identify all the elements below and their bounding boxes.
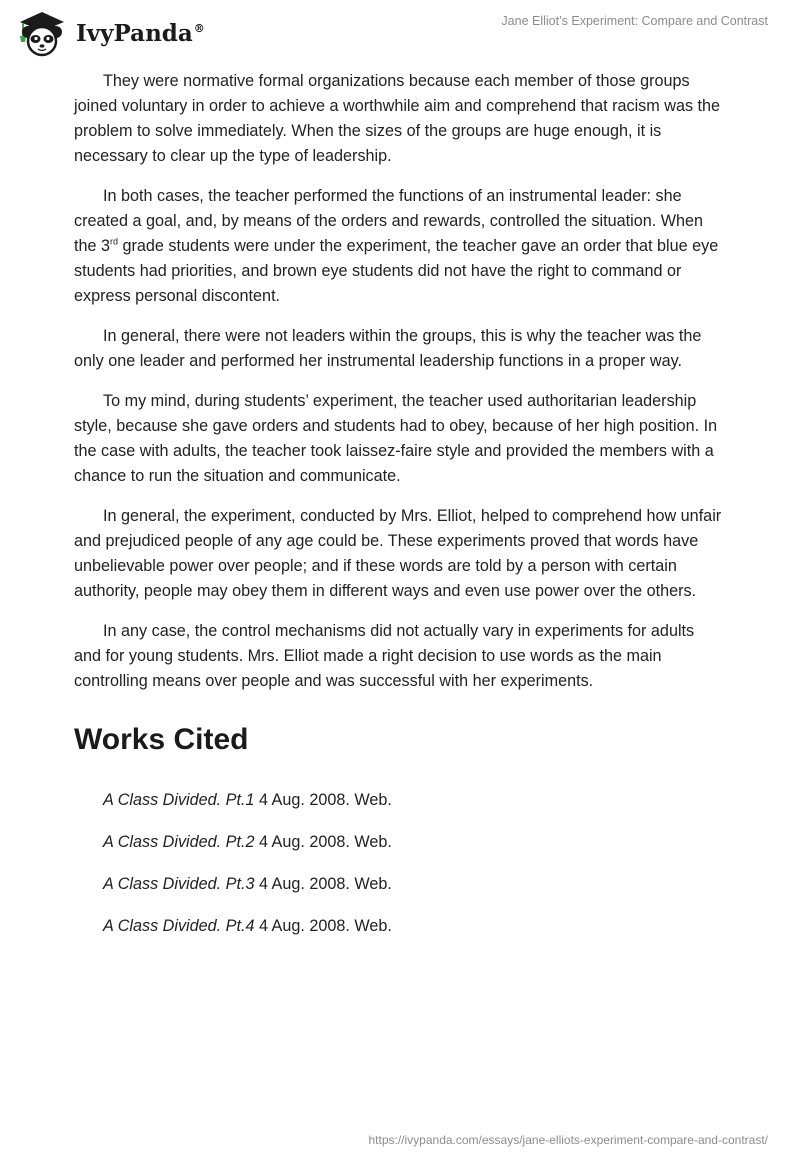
citation-item: A Class Divided. Pt.2 4 Aug. 2008. Web.: [103, 833, 392, 851]
paragraph-4: To my mind, during students’ experiment, the teacher used authoritarian leadership style, because she gave orders and students had to obey, because of her high position. In the case with adults, the teacher took laissez-faire style and provided the members with a chance to run the situation and communicate.: [74, 392, 718, 485]
ordinal-superscript: rd: [110, 236, 119, 247]
paragraph-5: In general, the experiment, conducted by Mrs. Elliot, helped to comprehend how unfair and prejudiced people of any age could be. These experiments proved that words have unbelievable power over people; and if these words are told by a person with certain authority, people may obey them in different ways and even use power over the others.: [74, 507, 722, 600]
ivypanda-logo[interactable]: [14, 9, 205, 57]
logo-wordmark: IvyPanda®: [76, 19, 205, 47]
paragraph-1: They were normative formal organizations because each member of those groups joined voluntary in order to achieve a worthwhile aim and comprehend that racism was the problem to solve immediately. When the sizes of the groups are huge enough, it is necessary to clear up the type of leadership.: [74, 72, 721, 165]
citation-item: A Class Divided. Pt.3 4 Aug. 2008. Web.: [103, 875, 392, 893]
essay-body: [74, 69, 724, 956]
document-title: Jane Elliot’s Experiment: Compare and Contrast: [501, 14, 768, 28]
panda-graduation-cap-icon: [14, 9, 70, 57]
citation-item: A Class Divided. Pt.4 4 Aug. 2008. Web.: [103, 917, 392, 935]
paragraph-2: In both cases, the teacher performed the functions of an instrumental leader: she created a goal, and, by means of the orders and rewards, controlled the situation. When the 3rd grade students were under the experiment, the teacher gave an order that blue eye students had priorities, and brown eye students did not have the right to command or express personal discontent.: [74, 187, 719, 305]
paragraph-3: In general, there were not leaders within the groups, this is why the teacher was the only one leader and performed her instrumental leadership functions in a proper way.: [74, 327, 702, 370]
citation-item: A Class Divided. Pt.1 4 Aug. 2008. Web.: [103, 791, 392, 809]
paragraph-6: In any case, the control mechanisms did not actually vary in experiments for adults and for young students. Mrs. Elliot made a right decision to use words as the main controlling means over people and was successful with her experiments.: [74, 622, 695, 690]
page-header: [0, 0, 800, 60]
source-url[interactable]: https://ivypanda.com/essays/jane-elliots-experiment-compare-and-contrast/: [368, 1133, 768, 1147]
works-cited-heading: Works Cited: [74, 723, 249, 756]
